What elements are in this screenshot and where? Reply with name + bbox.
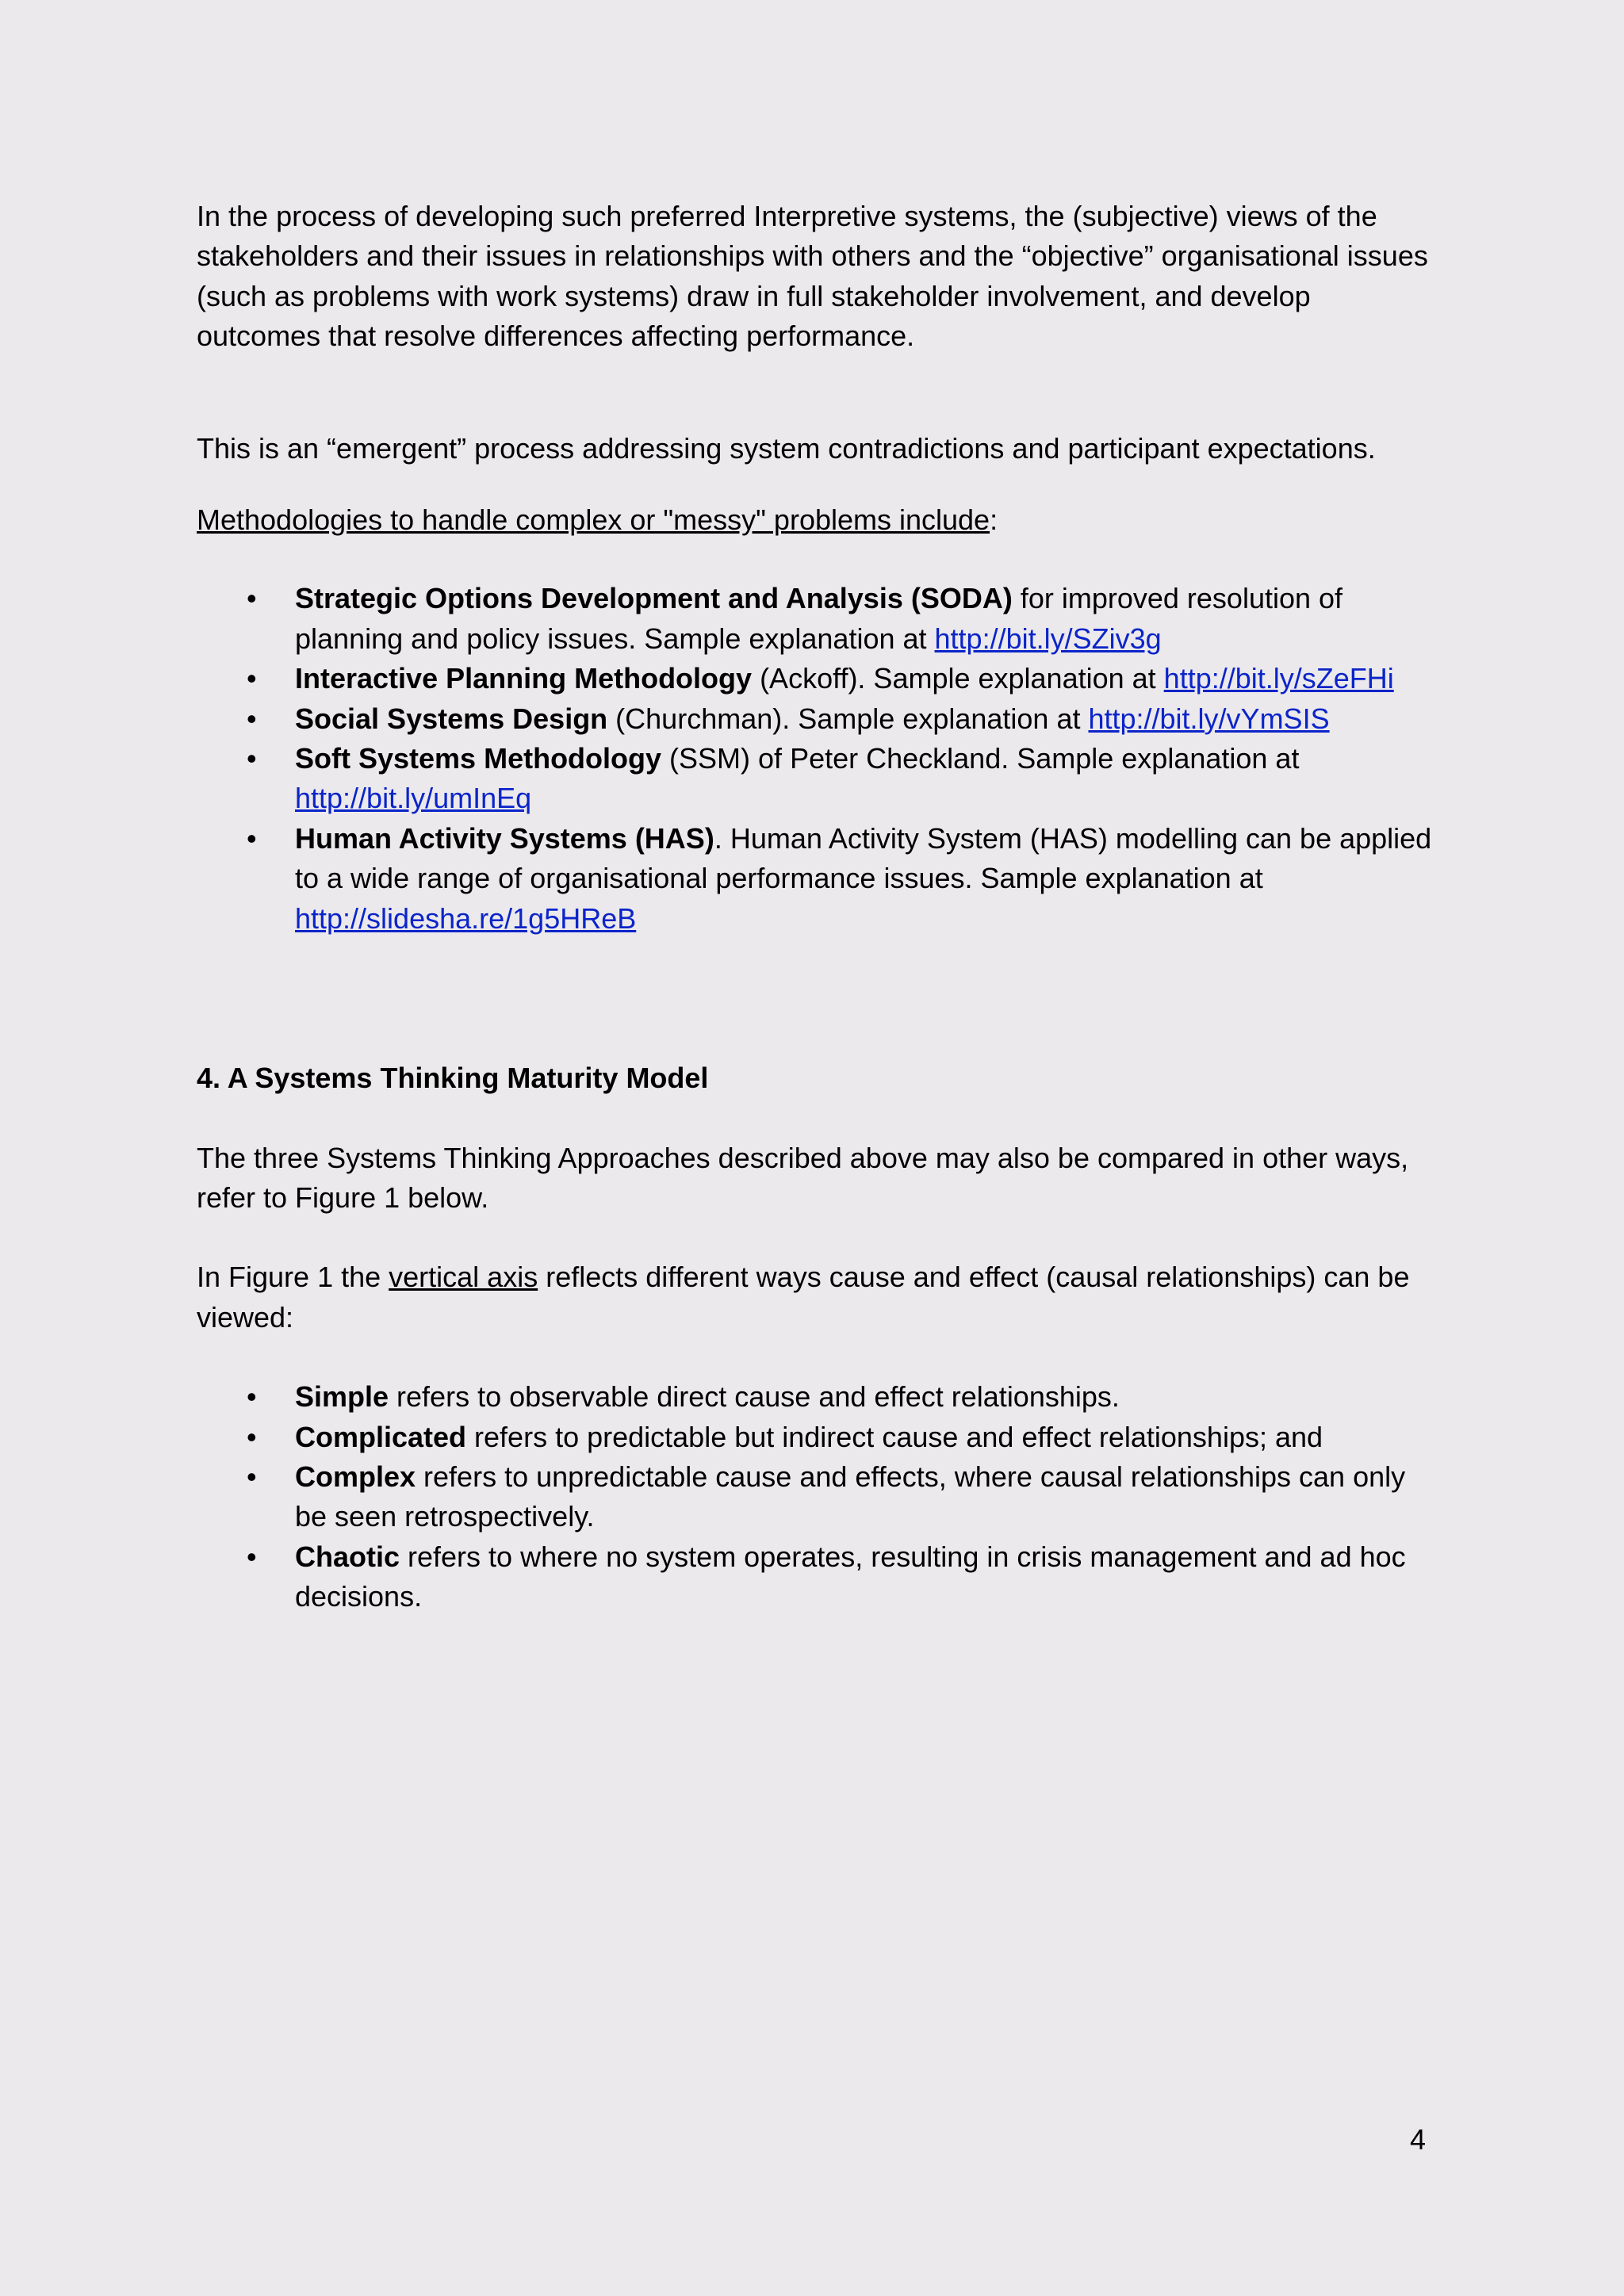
link-has[interactable]: http://slidesha.re/1g5HReB [295,901,637,935]
methodologies-intro-colon: : [990,503,998,537]
list-item-complicated [197,1418,1434,1457]
list-item-interactive-planning [197,659,1434,698]
causal-term: Complex [295,1460,416,1493]
bullet-icon: • [247,1460,257,1493]
list-item-ssm [197,739,1434,819]
link-interactive-planning[interactable]: http://bit.ly/sZeFHi [1163,662,1394,695]
three-approaches-paragraph: The three Systems Thinking Approaches described above may also be compared in other ways, refer to Figure 1 below. [197,1141,1409,1214]
link-social-systems-design[interactable]: http://bit.ly/vYmSIS [1088,702,1330,735]
bullet-icon: • [247,702,257,735]
causal-term: Chaotic [295,1540,400,1573]
methodologies-intro [197,500,1434,540]
section-heading: 4. A Systems Thinking Maturity Model [197,1062,709,1095]
methodology-text: . Human Activity System (HAS) modelling can be applied to a wide range of organisational performance issues. Sample explanation at [295,821,1432,895]
list-item-simple [197,1377,1434,1417]
methodology-text: (SSM) of Peter Checkland. Sample explanation at [661,742,1300,775]
bullet-icon: • [247,662,257,695]
causal-text: refers to unpredictable cause and effects, where causal relationships can only be seen retrospectively. [295,1460,1406,1533]
bullet-icon: • [247,1380,257,1414]
causal-text: refers to observable direct cause and effect relationships. [389,1380,1120,1414]
bullet-icon: • [247,742,257,775]
methodology-text: (Ackoff). Sample explanation at [752,662,1164,695]
methodology-name: Strategic Options Development and Analysis (SODA) [295,582,1013,615]
list-item-soda [197,579,1434,659]
list-item-social-systems-design [197,699,1434,739]
methodology-text: for improved resolution of planning and policy issues. Sample explanation at [295,582,1343,655]
causal-term: Simple [295,1380,389,1414]
bullet-icon: • [247,1420,257,1453]
intro-paragraph: In the process of developing such preferred Interpretive systems, the (subjective) views of the stakeholders and their issues in relationships with others and the “objective” organisational issues (such as problems with work systems) draw in full stakeholder involvement, and develop outcomes that resolve differences affecting performance. [197,200,1428,353]
causal-types-list [197,1377,1434,1617]
methodology-name: Soft Systems Methodology [295,742,662,775]
figure-text-after: reflects different ways cause and effect (causal relationships) can be viewed: [197,1261,1410,1334]
document-page [197,197,1434,1617]
emergent-paragraph: This is an “emergent” process addressing system contradictions and participant expectations. [197,431,1376,465]
link-ssm[interactable]: http://bit.ly/umInEq [295,782,532,815]
methodology-name: Interactive Planning Methodology [295,662,753,695]
bullet-icon: • [247,821,257,855]
methodology-name: Human Activity Systems (HAS) [295,821,714,855]
page-number: 4 [1410,2123,1427,2156]
methodologies-intro-underlined: Methodologies to handle complex or "messy" problems include [197,503,990,537]
list-item-complex [197,1457,1434,1537]
figure-text-before: In Figure 1 the [197,1261,389,1294]
bullet-icon: • [247,582,257,615]
vertical-axis-term: vertical axis [389,1261,538,1294]
methodology-text: (Churchman). Sample explanation at [607,702,1089,735]
methodologies-list [197,579,1434,939]
causal-text: refers to where no system operates, resulting in crisis management and ad hoc decisions. [295,1540,1406,1613]
causal-term: Complicated [295,1420,467,1453]
link-soda[interactable]: http://bit.ly/SZiv3g [934,622,1162,655]
figure-paragraph [197,1257,1434,1337]
causal-text: refers to predictable but indirect cause and effect relationships; and [466,1420,1323,1453]
list-item-has [197,819,1434,939]
methodology-name: Social Systems Design [295,702,608,735]
list-item-chaotic [197,1537,1434,1617]
bullet-icon: • [247,1540,257,1573]
